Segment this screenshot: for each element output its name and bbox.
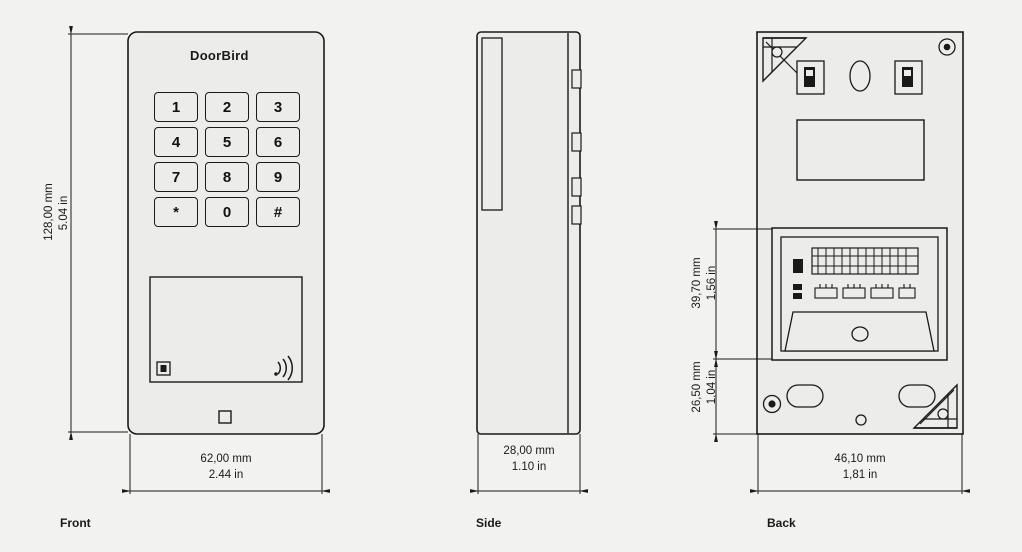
back-lower-height-in: 1,04 in	[706, 369, 718, 405]
keypad-key-8[interactable]: 8	[205, 162, 249, 192]
front-height-dimension	[68, 34, 128, 432]
back-terminal-height-in: 1,56 in	[706, 265, 718, 301]
keypad-key-0[interactable]: 0	[205, 197, 249, 227]
back-lower-height-mm: 26,50 mm	[691, 361, 703, 413]
back-view-label: Back	[767, 516, 796, 530]
keypad-key-5[interactable]: 5	[205, 127, 249, 157]
front-height-dimension-mm: 128,00 mm	[43, 183, 55, 241]
keypad-key-6[interactable]: 6	[256, 127, 300, 157]
side-view-label: Side	[476, 516, 502, 530]
front-width-dimension-mm: 62,00 mm	[200, 453, 252, 465]
front-width-dimension-in: 2.44 in	[208, 469, 244, 481]
keypad-key-star[interactable]: *	[154, 197, 198, 227]
keypad-key-9[interactable]: 9	[256, 162, 300, 192]
back-width-dimension-in: 1,81 in	[842, 469, 878, 481]
keypad-key-hash[interactable]: #	[256, 197, 300, 227]
screw-icon	[939, 39, 955, 55]
side-width-dimension-mm: 28,00 mm	[503, 445, 555, 457]
back-view-outline	[757, 32, 963, 434]
screw-icon	[764, 396, 781, 413]
front-height-dimension-in: 5.04 in	[58, 195, 70, 231]
keypad-key-2[interactable]: 2	[205, 92, 249, 122]
side-view-outline	[477, 32, 581, 434]
front-view-label: Front	[60, 516, 91, 530]
keypad-key-4[interactable]: 4	[154, 127, 198, 157]
keypad-key-1[interactable]: 1	[154, 92, 198, 122]
back-terminal-height-mm: 39,70 mm	[691, 257, 703, 309]
keypad-key-7[interactable]: 7	[154, 162, 198, 192]
keypad-key-3[interactable]: 3	[256, 92, 300, 122]
back-width-dimension-mm: 46,10 mm	[834, 453, 886, 465]
brand-label: DoorBird	[190, 48, 249, 63]
connector-block-icon	[812, 248, 918, 274]
side-width-dimension-in: 1.10 in	[511, 461, 547, 473]
